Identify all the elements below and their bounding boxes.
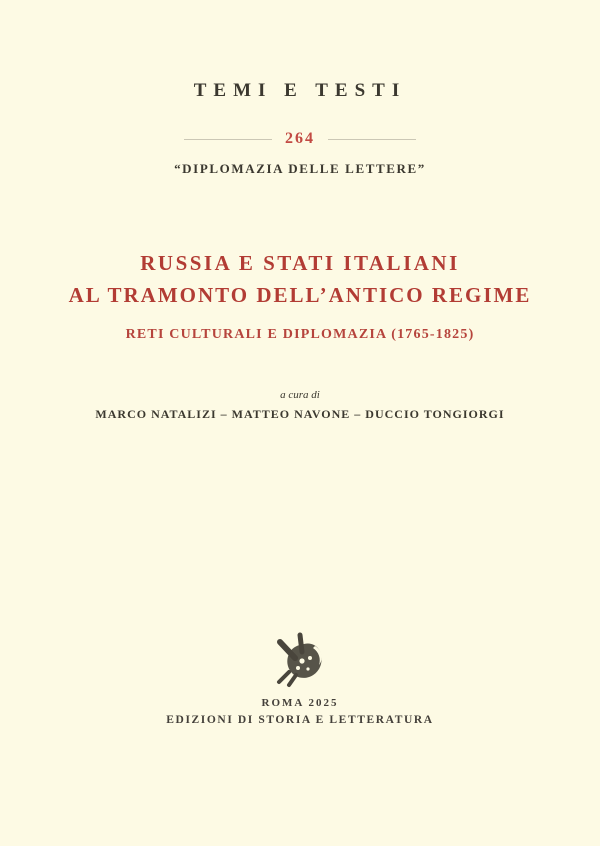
right-rule <box>328 139 416 140</box>
book-subtitle: RETI CULTURALI E DIPLOMAZIA (1765-1825) <box>125 327 475 342</box>
book-title-line2: AL TRAMONTO DELL’ANTICO REGIME <box>68 283 532 307</box>
imprint-publisher: EDIZIONI DI STORIA E LETTERATURA <box>166 714 434 726</box>
subseries-title: “DIPLOMAZIA DELLE LETTERE” <box>174 161 426 176</box>
series-number-row <box>0 130 600 148</box>
series-number: 264 <box>285 130 315 147</box>
series-name: TEMI E TESTI <box>193 80 407 101</box>
imprint-place-year: ROMA 2025 <box>261 697 339 709</box>
left-rule <box>184 139 272 140</box>
book-title-line1: RUSSIA E STATI ITALIANI <box>140 251 460 275</box>
editors-names: MARCO NATALIZI – MATTEO NAVONE – DUCCIO TONGIORGI <box>95 407 505 421</box>
editors-prefix: a cura di <box>280 389 320 401</box>
printer-mark-icon <box>268 631 332 689</box>
